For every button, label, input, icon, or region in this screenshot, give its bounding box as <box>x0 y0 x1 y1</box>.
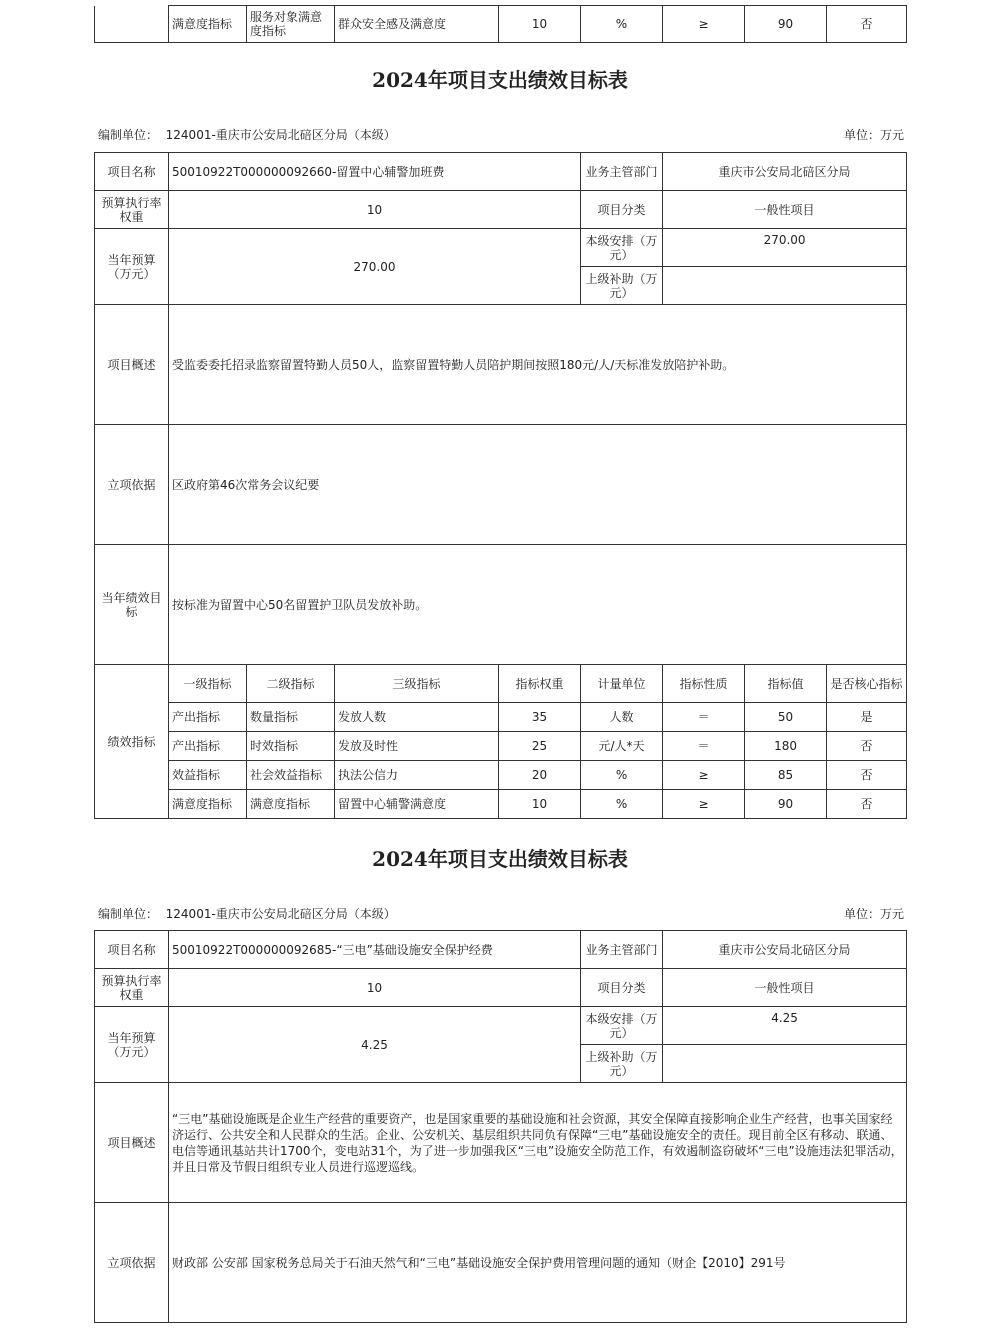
goal-value: 按标准为留置中心50名留置护卫队员发放补助。 <box>169 545 907 665</box>
perf-cell: 留置中心辅警满意度 <box>335 790 499 819</box>
money-unit: 单位：万元 <box>843 128 904 142</box>
budget-value: 270.00 <box>169 229 581 305</box>
overview-value: “三电”基础设施既是企业生产经营的重要资产，也是国家重要的基础设施和社会资源，其安全保障直接影响企业生产经营，也事关国家经济运行、公共安全和人民群众的生活。企业、公安机关、基层组织共同负有保障“三电”基础设施安全的责任。现目前全区有移动、联通、电信等通讯基站共计1700个，变电站31个，为了进一步加强我区“三电”设施安全防范工作，有效遏制盗窃破坏“三电”设施违法犯罪活动，并且日常及节假日组织专业人员进行巡逻巡线。 <box>169 1083 907 1203</box>
fragment-cell: 群众安全感及满意度 <box>335 6 499 43</box>
perf-cell: 否 <box>827 761 907 790</box>
perf-cell: 25 <box>499 732 581 761</box>
perf-cell: 人数 <box>581 703 663 732</box>
perf-cell: 执法公信力 <box>335 761 499 790</box>
perf-header: 计量单位 <box>581 665 663 703</box>
performance-table-1 <box>94 152 907 819</box>
perf-cell: 产出指标 <box>169 732 247 761</box>
performance-table-2 <box>94 930 907 1323</box>
perf-cell: ≥ <box>663 790 745 819</box>
perf-header: 二级指标 <box>247 665 335 703</box>
perf-cell: 发放及时性 <box>335 732 499 761</box>
perf-cell: ＝ <box>663 703 745 732</box>
basis-label: 立项依据 <box>95 425 169 545</box>
project-name-label: 项目名称 <box>95 931 169 969</box>
budget-label: 当年预算（万元） <box>95 1007 169 1083</box>
dept-label: 业务主管部门 <box>581 931 663 969</box>
own-value: 270.00 <box>663 229 907 267</box>
category-value: 一般性项目 <box>663 191 907 229</box>
fragment-cell: 服务对象满意度指标 <box>247 6 335 43</box>
perf-cell: 是 <box>827 703 907 732</box>
weight-label: 预算执行率权重 <box>95 969 169 1007</box>
own-value: 4.25 <box>663 1007 907 1045</box>
project-name-value: 50010922T000000092685-“三电”基础设施安全保护经费 <box>169 931 581 969</box>
perf-header: 一级指标 <box>169 665 247 703</box>
perf-cell: 社会效益指标 <box>247 761 335 790</box>
perf-header: 指标性质 <box>663 665 745 703</box>
perf-header: 是否核心指标 <box>827 665 907 703</box>
perf-header: 指标权重 <box>499 665 581 703</box>
compiling-unit-label: 编制单位： <box>98 907 159 921</box>
budget-label: 当年预算（万元） <box>95 229 169 305</box>
budget-value: 4.25 <box>169 1007 581 1083</box>
top-fragment-table <box>94 5 907 43</box>
blank-cell <box>95 6 169 43</box>
fragment-cell: % <box>581 6 663 43</box>
perf-cell: 否 <box>827 790 907 819</box>
perf-cell: 效益指标 <box>169 761 247 790</box>
perf-header: 指标值 <box>745 665 827 703</box>
fragment-cell: 满意度指标 <box>169 6 247 43</box>
goal-label: 当年绩效目标 <box>95 545 169 665</box>
project-name-label: 项目名称 <box>95 153 169 191</box>
compiling-unit-value: 124001-重庆市公安局北碚区分局（本级） <box>165 907 396 921</box>
table-row <box>95 703 907 732</box>
perf-cell: 满意度指标 <box>247 790 335 819</box>
perf-cell: 产出指标 <box>169 703 247 732</box>
category-label: 项目分类 <box>581 969 663 1007</box>
table-row <box>95 790 907 819</box>
fragment-cell: ≥ <box>663 6 745 43</box>
own-label: 本级安排（万元） <box>581 229 663 267</box>
perf-cell: 元/人*天 <box>581 732 663 761</box>
perf-cell: 数量指标 <box>247 703 335 732</box>
perf-header: 三级指标 <box>335 665 499 703</box>
upper-value <box>663 1045 907 1083</box>
weight-value: 10 <box>169 191 581 229</box>
project-name-value: 50010922T000000092660-留置中心辅警加班费 <box>169 153 581 191</box>
basis-value: 区政府第46次常务会议纪要 <box>169 425 907 545</box>
weight-value: 10 <box>169 969 581 1007</box>
perf-cell: 否 <box>827 732 907 761</box>
perf-cell: 50 <box>745 703 827 732</box>
weight-label: 预算执行率权重 <box>95 191 169 229</box>
perf-cell: % <box>581 790 663 819</box>
perf-cell: 180 <box>745 732 827 761</box>
basis-value: 财政部 公安部 国家税务总局关于石油天然气和“三电”基础设施安全保护费用管理问题的通知（财企【2010】291号 <box>169 1203 907 1323</box>
upper-label: 上级补助（万元） <box>581 267 663 305</box>
compiling-unit-value: 124001-重庆市公安局北碚区分局（本级） <box>165 128 396 142</box>
perf-cell: 10 <box>499 790 581 819</box>
perf-cell: 85 <box>745 761 827 790</box>
money-unit: 单位：万元 <box>843 907 904 921</box>
section-title: 2024年项目支出绩效目标表 <box>372 847 628 871</box>
overview-value: 受监委委托招录监察留置特勤人员50人，监察留置特勤人员陪护期间按照180元/人/天标准发放陪护补助。 <box>169 305 907 425</box>
perf-cell: 20 <box>499 761 581 790</box>
perf-cell: % <box>581 761 663 790</box>
upper-label: 上级补助（万元） <box>581 1045 663 1083</box>
perf-cell: 35 <box>499 703 581 732</box>
perf-cell: ＝ <box>663 732 745 761</box>
category-value: 一般性项目 <box>663 969 907 1007</box>
perf-cell: ≥ <box>663 761 745 790</box>
overview-label: 项目概述 <box>95 1083 169 1203</box>
category-label: 项目分类 <box>581 191 663 229</box>
table-row <box>95 761 907 790</box>
basis-label: 立项依据 <box>95 1203 169 1323</box>
compiling-unit <box>98 905 396 922</box>
dept-value: 重庆市公安局北碚区分局 <box>663 153 907 191</box>
dept-value: 重庆市公安局北碚区分局 <box>663 931 907 969</box>
fragment-cell: 10 <box>499 6 581 43</box>
perf-cell: 发放人数 <box>335 703 499 732</box>
fragment-cell: 否 <box>827 6 907 43</box>
table-row <box>95 732 907 761</box>
overview-label: 项目概述 <box>95 305 169 425</box>
perf-label: 绩效指标 <box>95 665 169 819</box>
upper-value <box>663 267 907 305</box>
own-label: 本级安排（万元） <box>581 1007 663 1045</box>
perf-cell: 90 <box>745 790 827 819</box>
compiling-unit <box>98 126 396 143</box>
compiling-unit-label: 编制单位： <box>98 128 159 142</box>
fragment-cell: 90 <box>745 6 827 43</box>
perf-cell: 时效指标 <box>247 732 335 761</box>
perf-cell: 满意度指标 <box>169 790 247 819</box>
section-title: 2024年项目支出绩效目标表 <box>372 68 628 92</box>
dept-label: 业务主管部门 <box>581 153 663 191</box>
